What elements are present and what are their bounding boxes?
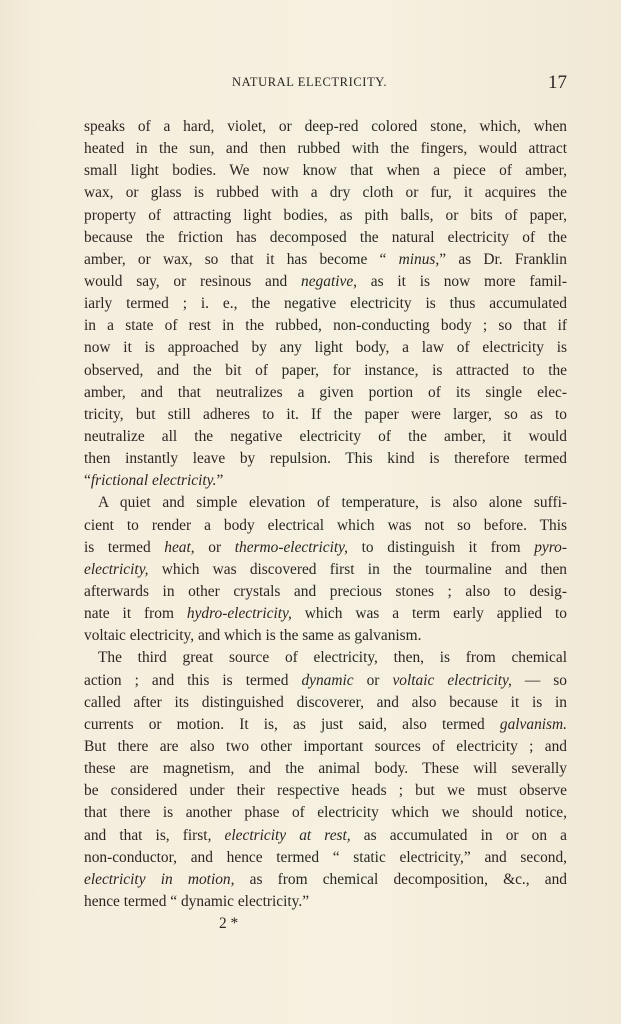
text-line: and that is, first, electricity at rest, as accumulated in or on a [84,826,567,844]
body-text [84,116,567,935]
text-line: currents or motion. It is, as just said, also termed galvanism. [84,715,567,733]
text-line: “frictional electricity.” [84,472,224,490]
text-line: is termed heat, or thermo-electricity, to distinguish it from pyro- [84,538,567,556]
text-line: But there are also two other important sources of electricity ; and [84,737,567,755]
text-line: amber, or wax, so that it has become “ minus,” as Dr. Franklin [84,250,567,268]
text-line: called after its distinguished discoverer, and also because it is in [84,693,567,711]
text-line: that there is another phase of electricity which we should notice, [84,804,567,822]
signature-mark: 2 * [219,915,239,933]
text-line: afterwards in other crystals and precious stones ; also to desig- [84,582,567,600]
text-line: amber, and that neutralizes a given portion of its single elec- [84,383,567,401]
text-line: heated in the sun, and then rubbed with the fingers, would attract [84,140,567,158]
text-line: The third great source of electricity, then, is from chemical [98,649,567,667]
text-line: speaks of a hard, violet, or deep-red colored stone, which, when [84,118,567,135]
text-line: small light bodies. We now know that when a piece of amber, [84,162,567,180]
text-line: now it is approached by any light body, a law of electricity is [84,339,567,357]
text-line: neutralize all the negative electricity of the amber, it would [84,427,567,445]
page-header [84,73,567,93]
text-line: be considered under their respective heads ; but we must observe [84,782,567,800]
text-line: wax, or glass is rubbed with a dry cloth or fur, it acquires the [84,184,567,202]
text-line: tricity, but still adheres to it. If the paper were larger, so as to [84,405,567,423]
running-title: NATURAL ELECTRICITY. [232,75,388,89]
text-line: iarly termed ; i. e., the negative electricity is thus accumulated [84,295,567,313]
text-line: electricity in motion, as from chemical decomposition, &c., and [84,870,567,888]
text-line: action ; and this is termed dynamic or voltaic electricity, — so [84,671,567,689]
text-line: observed, and the bit of paper, for instance, is attracted to the [84,361,567,379]
text-line: non-conductor, and hence termed “ static electricity,” and second, [84,848,567,866]
text-line: in a state of rest in the rubbed, non-conducting body ; so that if [84,317,567,335]
text-line: hence termed “ dynamic electricity.” [84,892,310,910]
text-line: because the friction has decomposed the natural electricity of the [84,228,567,246]
text-line: then instantly leave by repulsion. This kind is therefore termed [84,450,567,468]
page-number: 17 [548,72,567,93]
text-line: A quiet and simple elevation of temperature, is also alone suffi- [98,494,567,512]
text-line: property of attracting light bodies, as pith balls, or bits of paper, [84,206,567,224]
text-line: cient to render a body electrical which was not so before. This [84,516,567,534]
text-line: electricity, which was discovered first in the tourmaline and then [84,560,567,578]
text-line: would say, or resinous and negative, as it is now more famil- [84,272,567,290]
text-line: voltaic electricity, and which is the same as galvanism. [84,627,422,645]
text-line: these are magnetism, and the animal body. These will severally [84,760,567,778]
text-line: nate it from hydro-electricity, which was a term early applied to [84,605,567,623]
